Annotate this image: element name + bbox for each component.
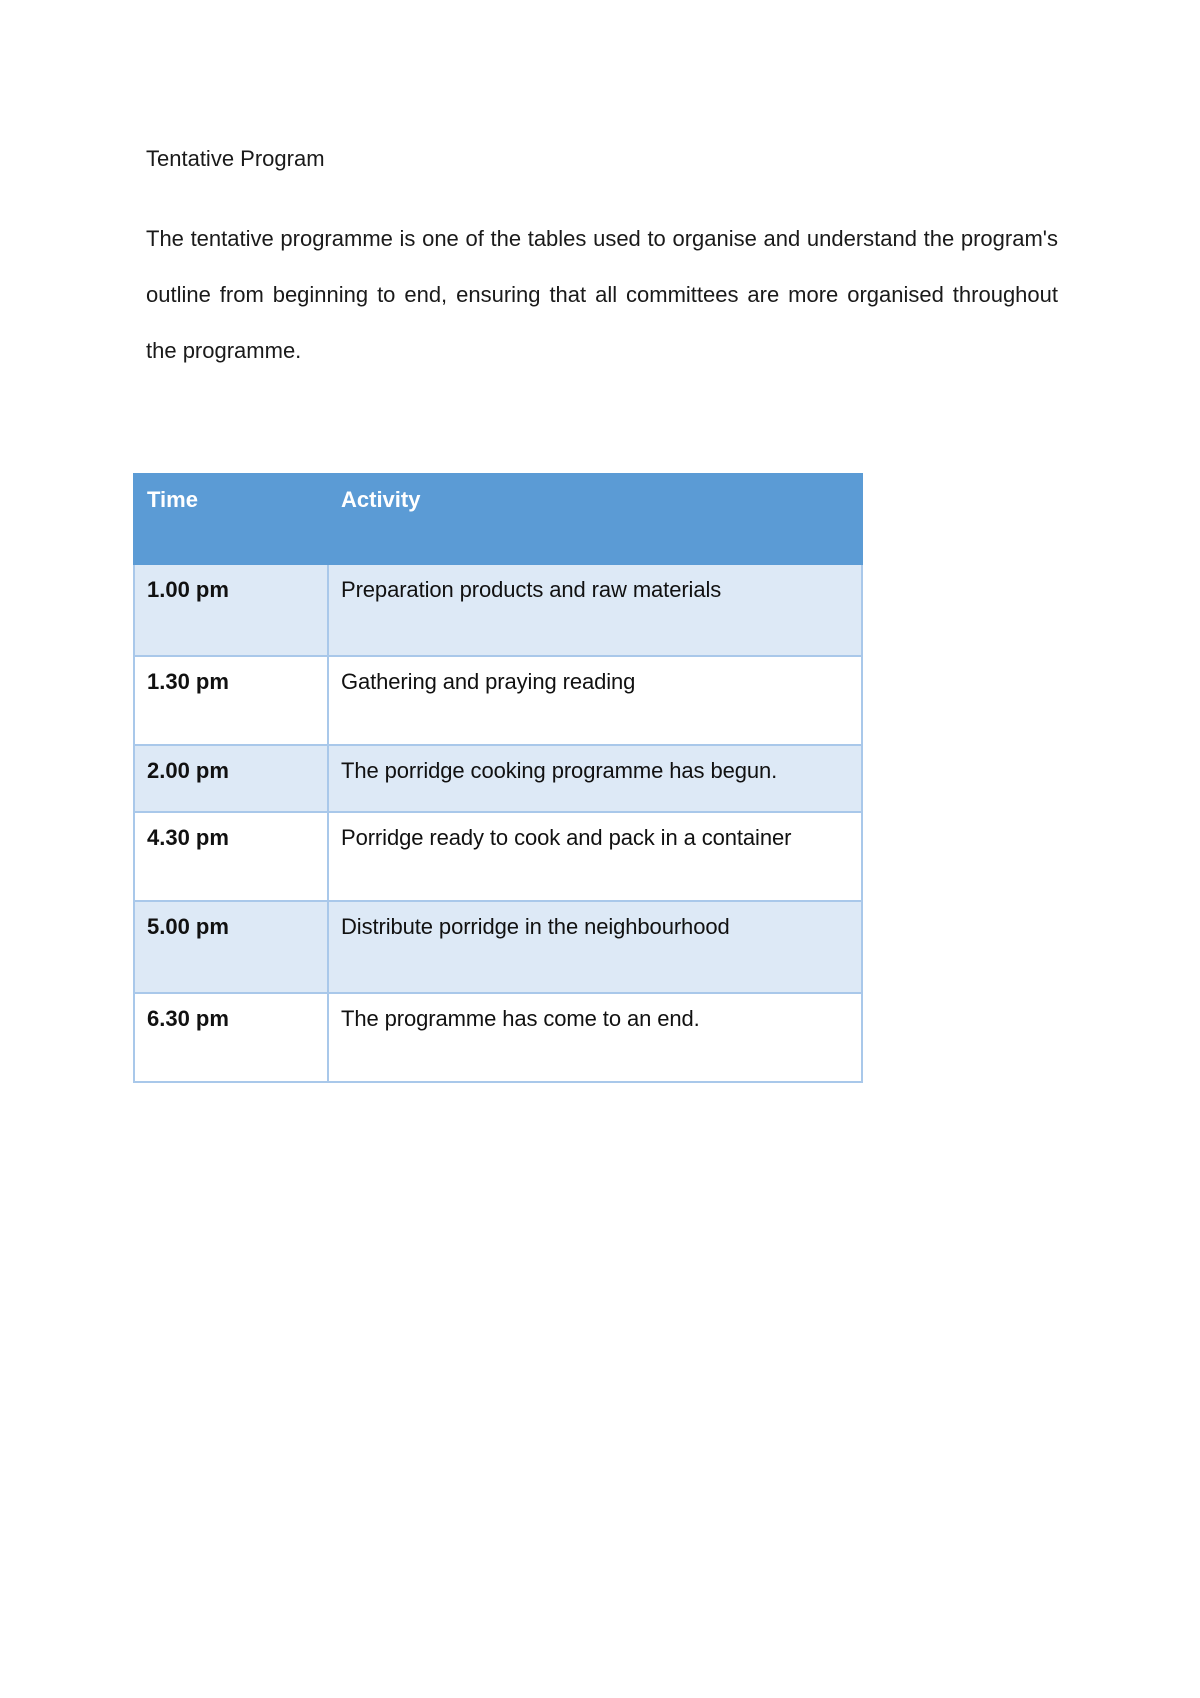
column-header-activity: Activity xyxy=(328,474,862,564)
activity-cell: The programme has come to an end. xyxy=(328,993,862,1082)
activity-cell: Preparation products and raw materials xyxy=(328,564,862,656)
activity-cell: Distribute porridge in the neighbourhood xyxy=(328,901,862,993)
time-cell: 1.30 pm xyxy=(134,656,328,745)
table-row xyxy=(134,812,862,901)
table-header-row xyxy=(134,474,862,564)
activity-cell: Gathering and praying reading xyxy=(328,656,862,745)
time-cell: 4.30 pm xyxy=(134,812,328,901)
table-row xyxy=(134,993,862,1082)
table-row xyxy=(134,656,862,745)
column-header-time: Time xyxy=(134,474,328,564)
schedule-table xyxy=(133,473,863,1083)
table-row xyxy=(134,745,862,812)
time-cell: 1.00 pm xyxy=(134,564,328,656)
time-cell: 6.30 pm xyxy=(134,993,328,1082)
time-cell: 2.00 pm xyxy=(134,745,328,812)
activity-cell: Porridge ready to cook and pack in a container xyxy=(328,812,862,901)
document-title: Tentative Program xyxy=(146,146,325,171)
activity-cell: The porridge cooking programme has begun. xyxy=(328,745,862,812)
document-paragraph: The tentative programme is one of the tables used to organise and understand the program's outline from beginning to end, ensuring that all committees are more organised throughout the programme. xyxy=(146,226,1058,363)
table-row xyxy=(134,901,862,993)
time-cell: 5.00 pm xyxy=(134,901,328,993)
table-row xyxy=(134,564,862,656)
